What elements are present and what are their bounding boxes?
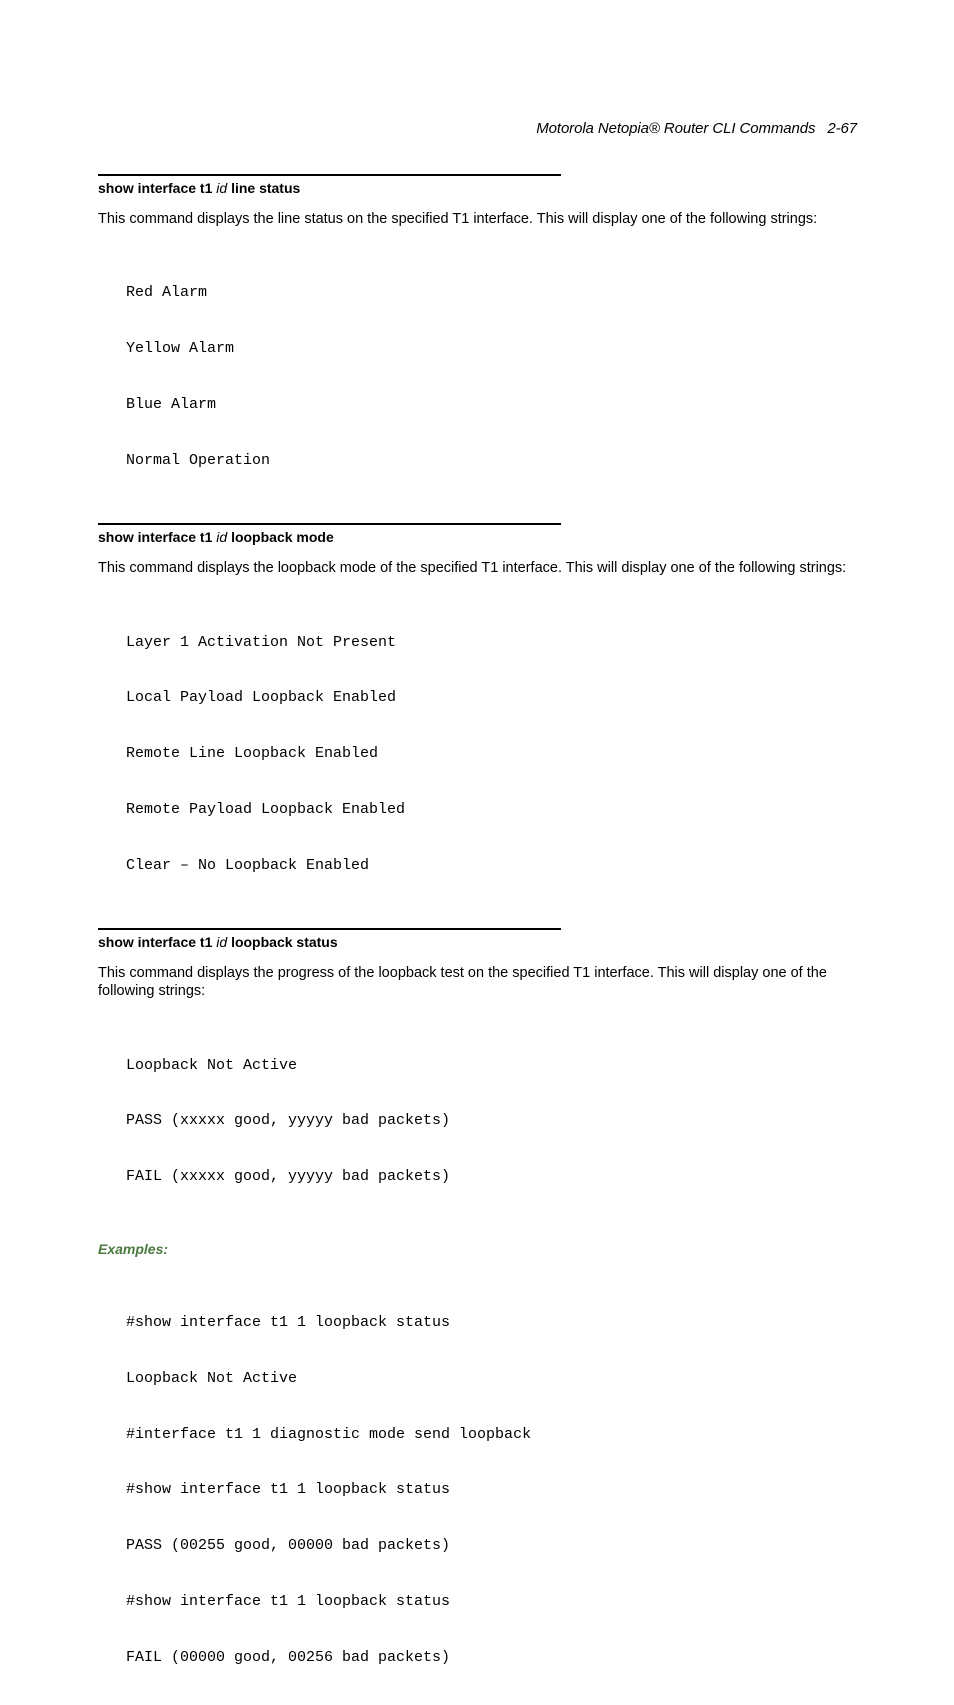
output-string: Local Payload Loopback Enabled — [126, 689, 397, 707]
output-string: PASS (xxxxx good, yyyyy bad packets) — [126, 1112, 451, 1130]
output-string: Red Alarm — [126, 284, 208, 302]
command-name: show interface t1 — [98, 529, 213, 546]
output-strings — [126, 596, 858, 912]
document-body — [98, 174, 858, 1705]
output-string: Yellow Alarm — [126, 339, 235, 357]
output-string: Normal Operation — [126, 451, 271, 469]
output-strings — [126, 247, 858, 507]
command-name: show interface t1 — [98, 934, 213, 951]
command-parameter: id — [216, 180, 228, 196]
output-string: Clear – No Loopback Enabled — [126, 856, 370, 874]
header-title: Motorola Netopia® Router CLI Commands — [536, 120, 816, 137]
command-title — [98, 179, 858, 197]
command-option: loopback status — [231, 934, 338, 951]
command-section-line-status — [98, 174, 858, 507]
command-title — [98, 528, 858, 546]
command-section-loopback-status — [98, 928, 858, 1224]
page-number: 2-67 — [827, 120, 857, 137]
output-string: Layer 1 Activation Not Present — [126, 633, 397, 651]
example-line: PASS (00255 good, 00000 bad packets) — [126, 1537, 451, 1555]
examples-code — [126, 1277, 858, 1705]
command-parameter: id — [216, 934, 228, 951]
example-line: #show interface t1 1 loopback status — [126, 1314, 451, 1332]
command-option: loopback mode — [231, 529, 334, 546]
output-strings — [126, 1019, 858, 1224]
command-description: This command displays the loopback mode of the specified T1 interface. This will display one of the following strings: — [98, 560, 847, 577]
output-string: Remote Payload Loopback Enabled — [126, 800, 406, 818]
section-divider — [98, 174, 561, 176]
examples-heading: Examples: — [98, 1240, 169, 1257]
example-line: #interface t1 1 diagnostic mode send loopback — [126, 1425, 532, 1443]
command-description: This command displays the line status on the specified T1 interface. This will display one of the following strings: — [98, 211, 818, 227]
output-string: FAIL (xxxxx good, yyyyy bad packets) — [126, 1168, 451, 1186]
command-title — [98, 933, 858, 951]
command-option: line status — [231, 180, 301, 196]
example-line: #show interface t1 1 loopback status — [126, 1481, 451, 1499]
section-divider — [98, 928, 561, 930]
output-string: Blue Alarm — [126, 395, 217, 413]
command-section-loopback-mode — [98, 523, 858, 912]
example-line: FAIL (00000 good, 00256 bad packets) — [126, 1648, 451, 1666]
command-name: show interface t1 — [98, 180, 213, 196]
command-description: This command displays the progress of the loopback test on the specified T1 interface. This will display one of the following strings: — [98, 965, 827, 1000]
output-string: Remote Line Loopback Enabled — [126, 745, 379, 763]
section-divider — [98, 523, 561, 525]
example-line: #show interface t1 1 loopback status — [126, 1593, 451, 1611]
example-line: Loopback Not Active — [126, 1369, 298, 1387]
output-string: Loopback Not Active — [126, 1056, 298, 1074]
command-parameter: id — [216, 529, 228, 546]
page-header — [536, 120, 857, 137]
